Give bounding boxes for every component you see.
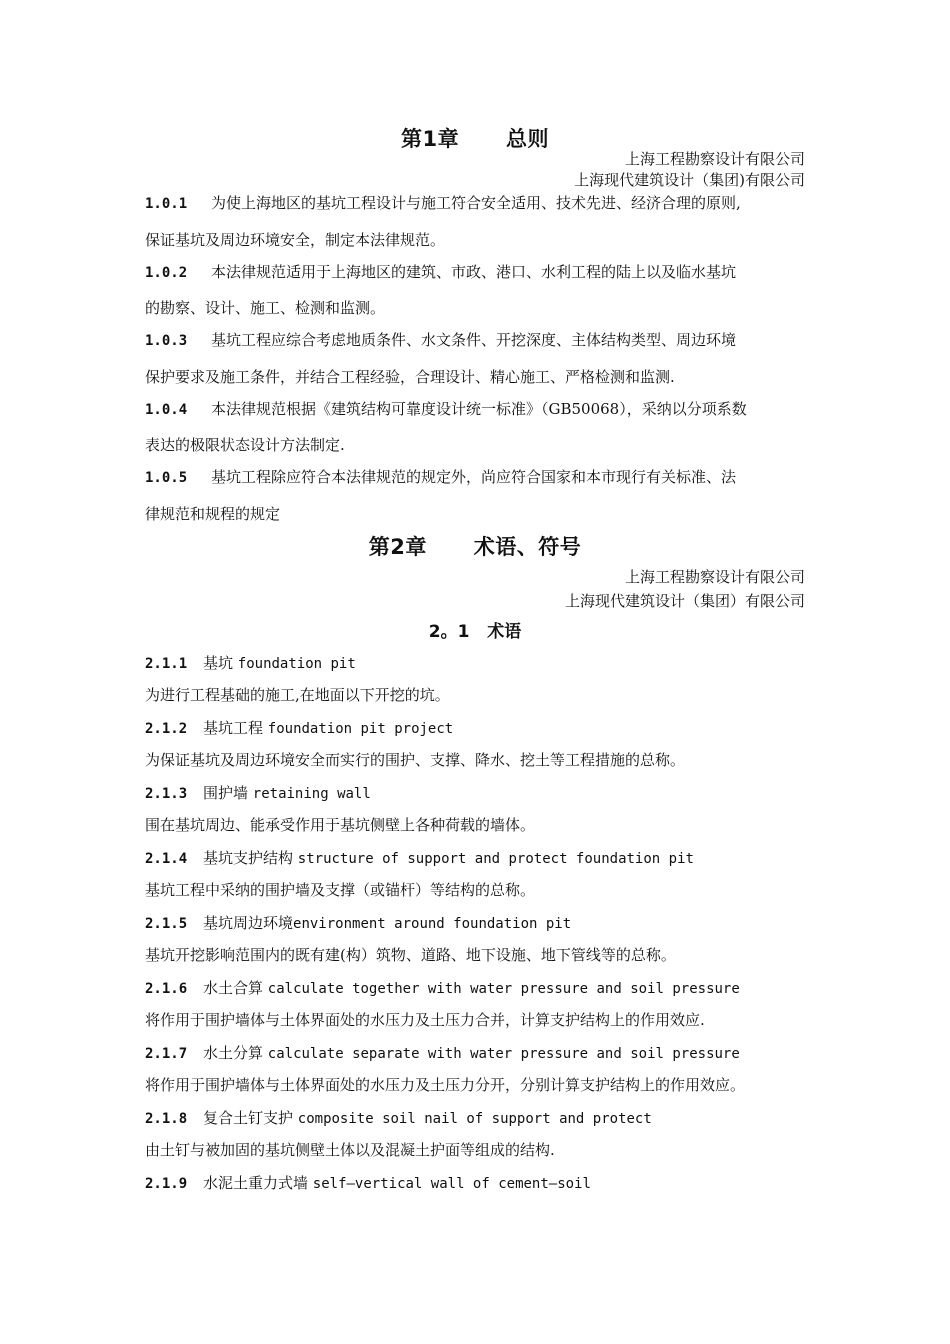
clause-1-0-2 [145, 261, 736, 282]
clause-text: 本法律规范根据《建筑结构可靠度设计统一标准》（GB50068），采纳以分项系数 [211, 400, 747, 418]
term-chinese: 复合土钉支护 [203, 1109, 298, 1127]
term-2-1-3 [145, 782, 371, 803]
term-english: calculate separate with water pressure and soil pressure [267, 1046, 740, 1062]
clause-number: 1.0.2 [145, 265, 188, 281]
term-number: 2.1.9 [145, 1176, 188, 1192]
term-english: calculate together with water pressure and soil pressure [267, 981, 740, 997]
term-number: 2.1.3 [145, 786, 188, 802]
term-definition: 围在基坑周边、能承受作用于基坑侧壁上各种荷载的墙体。 [145, 816, 536, 834]
term-2-1-6 [145, 977, 740, 998]
term-number: 2.1.2 [145, 721, 188, 737]
term-english: environment around foundation pit [293, 916, 572, 932]
clause-continuation: 保证基坑及周边环境安全，制定本法律规范。 [145, 231, 446, 249]
term-number: 2.1.6 [145, 981, 188, 997]
term-chinese: 水土分算 [203, 1044, 268, 1062]
term-english: composite soil nail of support and protect [297, 1111, 652, 1127]
term-english: self—vertical wall of cement—soil [312, 1176, 591, 1192]
term-definition: 由土钉与被加固的基坑侧壁土体以及混凝土护面等组成的结构. [145, 1141, 555, 1159]
term-chinese: 水土合算 [203, 979, 268, 997]
term-2-1-4 [145, 847, 694, 868]
term-chinese: 水泥土重力式墙 [203, 1174, 313, 1192]
term-number: 2.1.1 [145, 656, 188, 672]
clause-1-0-3 [145, 329, 736, 350]
section-2-1-title: 2。1 术语 [428, 622, 522, 642]
chapter-1-org-1: 上海工程勘察设计有限公司 [624, 150, 805, 168]
term-number: 2.1.7 [145, 1046, 188, 1062]
clause-number: 1.0.1 [145, 196, 188, 212]
clause-continuation: 表达的极限状态设计方法制定. [145, 436, 345, 454]
term-2-1-8 [145, 1107, 652, 1128]
chapter-2-title: 第2章 术语、符号 [368, 535, 582, 559]
clause-text: 为使上海地区的基坑工程设计与施工符合安全适用、技术先进、经济合理的原则, [211, 194, 741, 212]
clause-1-0-1 [145, 192, 741, 213]
clause-text: 基坑工程除应符合本法律规范的规定外，尚应符合国家和本市现行有关标准、法 [211, 468, 737, 486]
clause-continuation: 的勘察、设计、施工、检测和监测。 [145, 299, 386, 317]
clause-1-0-5 [145, 466, 736, 487]
clause-continuation: 保护要求及施工条件，并结合工程经验，合理设计、精心施工、严格检测和监测. [145, 368, 675, 386]
chapter-1-title: 第1章 总则 [401, 127, 549, 151]
term-number: 2.1.5 [145, 916, 188, 932]
term-chinese: 基坑支护结构 [203, 849, 298, 867]
term-english: foundation pit project [267, 721, 454, 737]
term-2-1-5 [145, 912, 571, 933]
clause-number: 1.0.3 [145, 333, 188, 349]
term-number: 2.1.4 [145, 851, 188, 867]
term-2-1-9 [145, 1172, 591, 1193]
term-number: 2.1.8 [145, 1111, 188, 1127]
clause-1-0-4 [145, 398, 747, 419]
term-2-1-7 [145, 1042, 740, 1063]
clause-number: 1.0.5 [145, 470, 188, 486]
clause-text: 基坑工程应综合考虑地质条件、水文条件、开挖深度、主体结构类型、周边环境 [211, 331, 737, 349]
term-2-1-1 [145, 652, 356, 673]
clause-text: 本法律规范适用于上海地区的建筑、市政、港口、水利工程的陆上以及临水基坑 [211, 263, 737, 281]
clause-number: 1.0.4 [145, 402, 188, 418]
term-chinese: 基坑 [203, 654, 238, 672]
term-definition: 基坑工程中采纳的围护墙及支撑（或锚杆）等结构的总称。 [145, 881, 536, 899]
chapter-2-org-1: 上海工程勘察设计有限公司 [624, 568, 805, 586]
term-chinese: 基坑工程 [203, 719, 268, 737]
term-definition: 为保证基坑及周边环境安全而实行的围护、支撑、降水、挖土等工程措施的总称。 [145, 751, 686, 769]
clause-continuation: 律规范和规程的规定 [145, 505, 281, 523]
term-chinese: 围护墙 [203, 784, 253, 802]
chapter-1-org-2: 上海现代建筑设计（集团)有限公司 [574, 171, 805, 189]
term-english: structure of support and protect foundation pit [297, 851, 694, 867]
term-definition: 将作用于围护墙体与土体界面处的水压力及土压力分开，分别计算支护结构上的作用效应。 [145, 1076, 746, 1094]
term-english: retaining wall [252, 786, 371, 802]
term-definition: 将作用于围护墙体与土体界面处的水压力及土压力合并，计算支护结构上的作用效应. [145, 1011, 705, 1029]
term-english: foundation pit [237, 656, 356, 672]
term-chinese: 基坑周边环境 [203, 914, 294, 932]
term-definition: 基坑开挖影响范围内的既有建(构）筑物、道路、地下设施、地下管线等的总称。 [145, 946, 676, 964]
term-2-1-2 [145, 717, 453, 738]
term-definition: 为进行工程基础的施工,在地面以下开挖的坑。 [145, 686, 450, 704]
chapter-2-org-2: 上海现代建筑设计（集团）有限公司 [564, 592, 805, 610]
